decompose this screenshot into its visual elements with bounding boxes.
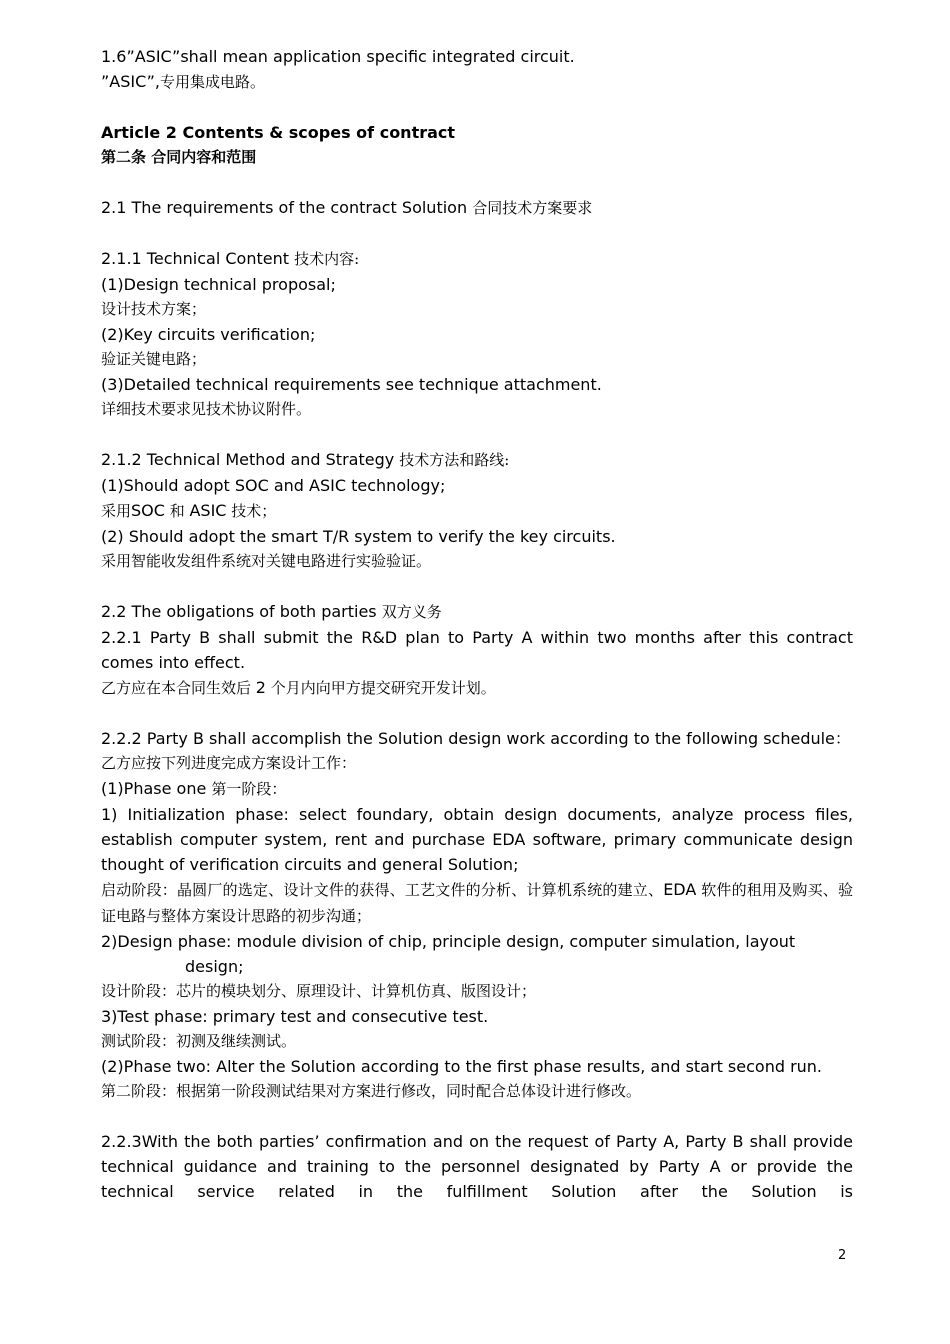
item-soc-asic-zh-part1: 采用 bbox=[101, 502, 132, 520]
clause-2-2-1-en: 2.2.1 Party B shall submit the R&D plan to Party A within two months after this contract comes into effect. bbox=[101, 628, 853, 672]
definition-asic-zh bbox=[101, 69, 853, 95]
item-soc-asic-en: (1)Should adopt SOC and ASIC technology; bbox=[101, 476, 446, 495]
section-2-1-heading-en: 2.1 The requirements of the contract Solution bbox=[101, 198, 473, 217]
spacer bbox=[101, 95, 853, 120]
section-2-1-2-heading-en: 2.1.2 Technical Method and Strategy bbox=[101, 450, 400, 469]
document-body bbox=[101, 44, 853, 1204]
item-design-proposal-zh: 设计技术方案； bbox=[101, 300, 207, 318]
item-smart-tr-zh: 采用智能收发组件系统对关键电路进行实验验证。 bbox=[101, 552, 432, 570]
clause-2-2-2-en: 2.2.2 Party B shall accomplish the Solution design work according to the following schedule： bbox=[101, 729, 851, 748]
section-2-2-heading-zh: 双方义务 bbox=[381, 603, 442, 621]
phase-two-zh: 第二阶段：根据第一阶段测试结果对方案进行修改，同时配合总体设计进行修改。 bbox=[101, 1082, 642, 1100]
item-soc-asic-zh-part2: 和 bbox=[164, 502, 190, 520]
section-2-1-heading bbox=[101, 195, 853, 221]
article-2-heading-en: Article 2 Contents & scopes of contract bbox=[101, 123, 456, 142]
item-soc-asic-zh-asic: ASIC bbox=[189, 501, 227, 520]
section-2-1-heading-zh: 合同技术方案要求 bbox=[472, 199, 593, 217]
section-2-1-1-heading-en: 2.1.1 Technical Content bbox=[101, 249, 295, 268]
clause-2-2-1-zh-part1: 乙方应在本合同生效后 bbox=[101, 679, 256, 697]
clause-2-2-1-zh-part2: 个月内向甲方提交研究开发计划。 bbox=[265, 679, 496, 697]
spacer bbox=[101, 1104, 853, 1129]
item-key-circuits-zh: 验证关键电路； bbox=[101, 350, 207, 368]
phase-one-heading bbox=[101, 776, 853, 802]
definition-asic-term: ”ASIC”, bbox=[101, 72, 160, 91]
design-phase-zh: 设计阶段：芯片的模块划分、原理设计、计算机仿真、版图设计； bbox=[101, 982, 537, 1000]
item-design-proposal-en: (1)Design technical proposal; bbox=[101, 275, 336, 294]
section-2-1-1-heading bbox=[101, 246, 853, 272]
spacer bbox=[101, 221, 853, 246]
definition-asic-zh-text: 专用集成电路。 bbox=[159, 73, 265, 91]
article-2-heading-zh: 第二条 合同内容和范围 bbox=[101, 148, 257, 166]
item-technical-requirements-en: (3)Detailed technical requirements see technique attachment. bbox=[101, 375, 602, 394]
spacer bbox=[101, 701, 853, 726]
spacer bbox=[101, 422, 853, 447]
clause-2-2-1-zh bbox=[101, 675, 853, 701]
item-technical-requirements-zh: 详细技术要求见技术协议附件。 bbox=[101, 400, 312, 418]
item-key-circuits-en: (2)Key circuits verification; bbox=[101, 325, 316, 344]
test-phase-zh: 测试阶段：初测及继续测试。 bbox=[101, 1032, 297, 1050]
phase-two-en: (2)Phase two: Alter the Solution according to the first phase results, and start second run. bbox=[101, 1057, 823, 1076]
item-soc-asic-zh bbox=[101, 498, 853, 524]
clause-2-2-2-zh: 乙方应按下列进度完成方案设计工作： bbox=[101, 754, 357, 772]
spacer bbox=[101, 170, 853, 195]
section-2-1-2-heading bbox=[101, 447, 853, 473]
item-soc-asic-zh-part3: 技术； bbox=[226, 502, 277, 520]
phase-one-heading-zh: 第一阶段： bbox=[211, 780, 287, 798]
design-phase-en: 2)Design phase: module division of chip, principle design, computer simulation, layout bbox=[101, 932, 796, 951]
section-2-2-heading bbox=[101, 599, 853, 625]
initialization-phase-zh-part1: 启动阶段：晶圆厂的选定、设计文件的获得、工艺文件的分析、计算机系统的建立、 bbox=[101, 881, 664, 899]
clause-2-2-1-zh-number: 2 bbox=[255, 678, 266, 697]
spacer bbox=[101, 574, 853, 599]
section-2-1-2-heading-zh: 技术方法和路线: bbox=[399, 451, 510, 469]
initialization-phase-zh-eda: EDA bbox=[663, 880, 697, 899]
initialization-phase-zh-part2: 软件的租用及购买、验证电路与整体方案设计思路的初步沟通； bbox=[101, 881, 853, 925]
clause-2-2-3-en: 2.2.3With the both parties’ confirmation and on the request of Party A, Party B shall provide technical guidance and training to the personnel designated by Party A or provide the technical service related in the fulfillment Solution after the Solution is bbox=[101, 1132, 853, 1201]
initialization-phase-zh bbox=[101, 877, 853, 929]
definition-asic-en: 1.6”ASIC”shall mean application specific integrated circuit. bbox=[101, 47, 575, 66]
section-2-1-1-heading-zh: 技术内容: bbox=[294, 250, 360, 268]
phase-one-heading-en: (1)Phase one bbox=[101, 779, 212, 798]
design-phase-en-continued: design; bbox=[185, 957, 244, 976]
initialization-phase-en: 1) Initialization phase: select foundary, obtain design documents, analyze process files, establish computer system, rent and purchase EDA software, primary communicate design thought of verification circuits and general Solution; bbox=[101, 805, 853, 874]
page-number: 2 bbox=[838, 1248, 847, 1263]
item-soc-asic-zh-soc: SOC bbox=[131, 501, 165, 520]
section-2-2-heading-en: 2.2 The obligations of both parties bbox=[101, 602, 382, 621]
test-phase-en: 3)Test phase: primary test and consecutive test. bbox=[101, 1007, 489, 1026]
item-smart-tr-en: (2) Should adopt the smart T/R system to verify the key circuits. bbox=[101, 527, 616, 546]
